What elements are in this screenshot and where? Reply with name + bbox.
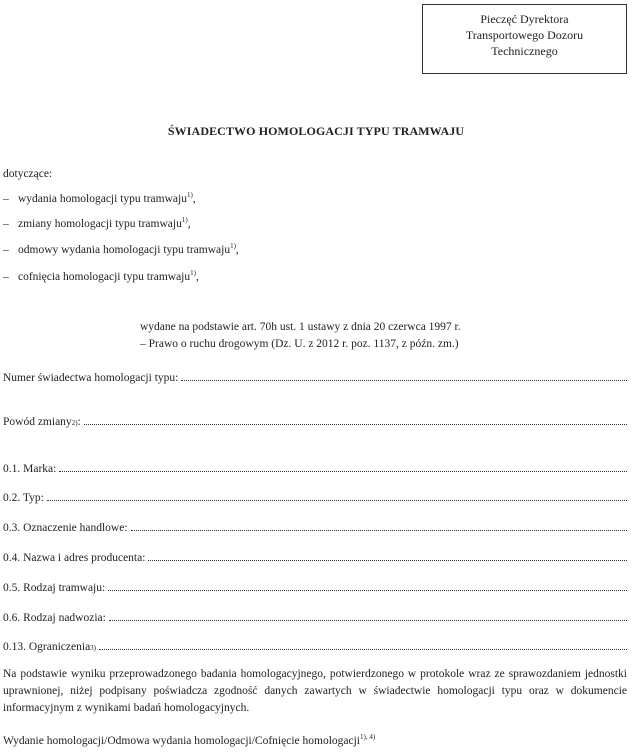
option-refusal: – odmowy wydania homologacji typu tramwaju$^{1)}$,	[3, 242, 239, 256]
legal-basis-line-1: wydane na podstawie art. 70h ust. 1 ustawy z dnia 20 czerwca 1997 r.	[140, 321, 461, 333]
manufacturer-field[interactable]	[3, 552, 627, 564]
field-label: Numer świadectwa homologacji typu:	[3, 372, 179, 384]
change-reason-field[interactable]: Powód zmiany 2) :	[3, 416, 627, 428]
option-dash: –	[3, 271, 9, 283]
footnote-ref: 1)	[190, 269, 196, 277]
option-dash: –	[3, 244, 9, 256]
fill-in-line[interactable]	[99, 648, 627, 650]
certificate-number-field[interactable]	[3, 372, 627, 384]
tram-kind-field[interactable]	[3, 582, 627, 594]
option-dash: –	[3, 193, 9, 205]
fill-in-line[interactable]	[131, 529, 627, 531]
director-stamp-box	[422, 4, 627, 74]
field-label: 0.13. Ograniczenia	[3, 641, 91, 653]
fill-in-line[interactable]	[181, 379, 627, 381]
brand-field[interactable]	[3, 463, 627, 475]
restrictions-field[interactable]: 0.13. Ograniczenia 3)	[3, 641, 627, 653]
option-text: zmiany homologacji typu tramwaju	[18, 218, 182, 230]
stamp-line-2: Transportowego Dozoru	[465, 28, 584, 42]
footnote-ref: 1), 4)	[360, 733, 376, 741]
document-title: ŚWIADECTWO HOMOLOGACJI TYPU TRAMWAJU	[167, 124, 465, 138]
footnote-ref: 1)	[181, 216, 188, 224]
fill-in-line[interactable]	[108, 589, 627, 591]
field-label: 0.3. Oznaczenie handlowe:	[3, 522, 128, 534]
field-label: 0.4. Nazwa i adres producenta:	[3, 552, 146, 564]
field-label: Powód zmiany	[3, 416, 72, 428]
fill-in-line[interactable]	[109, 619, 627, 621]
body-kind-field[interactable]	[3, 612, 627, 624]
field-label: 0.5. Rodzaj tramwaju:	[3, 582, 106, 594]
footnote-ref: 1)	[186, 191, 193, 199]
footnote-ref: 1)	[230, 242, 236, 250]
fill-in-line[interactable]	[84, 423, 627, 425]
field-label: 0.6. Rodzaj nadwozia:	[3, 612, 106, 624]
option-change: – zmiany homologacji typu tramwaju$^{1)}$,	[3, 216, 191, 230]
field-label: 0.2. Typ:	[3, 492, 44, 504]
stamp-line-1: Pieczęć Dyrektora	[480, 12, 569, 26]
option-text: wydania homologacji typu tramwaju	[18, 193, 187, 205]
fill-in-line[interactable]	[59, 470, 627, 472]
type-field[interactable]	[3, 492, 627, 504]
option-issue: – wydania homologacji typu tramwaju$^{1)}$,	[3, 191, 196, 205]
legal-basis	[140, 319, 520, 353]
field-label: 0.1. Marka:	[3, 463, 57, 475]
concerning-label: dotyczące:	[3, 168, 53, 180]
decision-line	[3, 735, 375, 747]
option-text: odmowy wydania homologacji typu tramwaju	[18, 244, 231, 256]
option-dash: –	[3, 218, 9, 230]
fill-in-line[interactable]	[148, 559, 627, 561]
certification-statement: Na podstawie wyniku przeprowadzonego badania homologacyjnego, potwierdzonego w protokole wraz ze sprawozdaniem jednostki uprawnionej, niżej podpisany poświadcza zgodność danych zawartych w świadectwie homologacji typu oraz w dokumencie informacyjnym z wynikami badań homologacyjnych.	[3, 668, 627, 714]
decision-text: Wydanie homologacji/Odmowa wydania homologacji/Cofnięcie homologacji	[3, 735, 360, 747]
option-text: cofnięcia homologacji typu tramwaju	[18, 271, 191, 283]
legal-basis-line-2: – Prawo o ruchu drogowym (Dz. U. z 2012 r. poz. 1137, z późn. zm.)	[140, 338, 459, 350]
fill-in-line[interactable]	[47, 499, 627, 501]
option-withdrawal: – cofnięcia homologacji typu tramwaju$^{1)}$,	[3, 269, 199, 283]
trade-name-field[interactable]	[3, 522, 627, 534]
stamp-line-3: Technicznego	[491, 44, 558, 58]
